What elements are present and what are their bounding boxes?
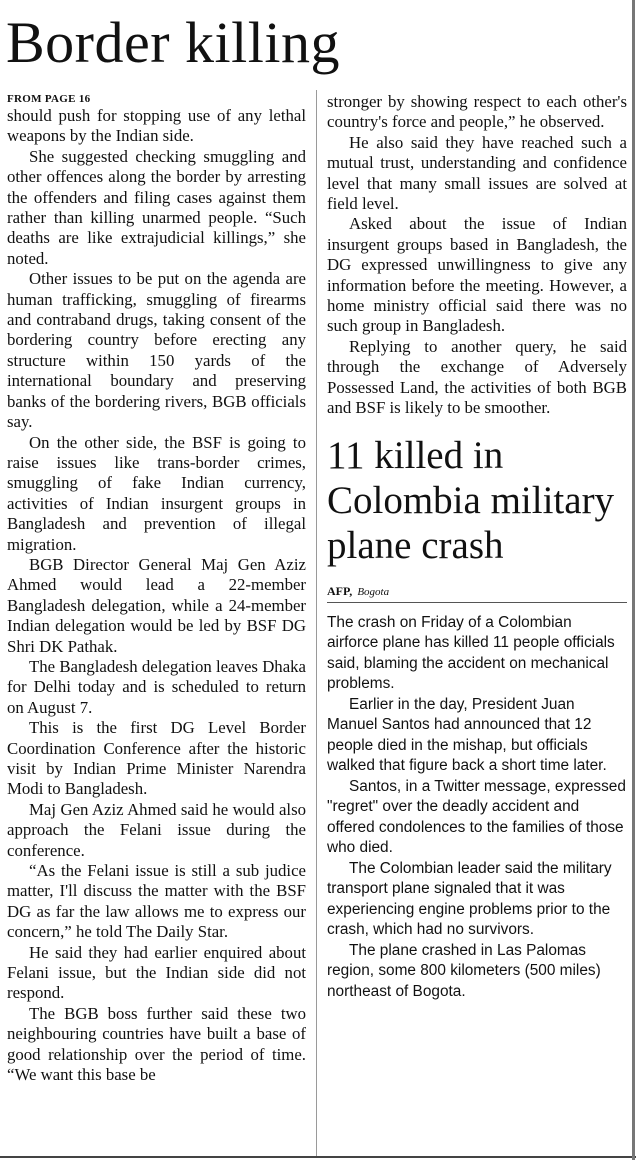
paragraph: This is the first DG Level Border Coordination Conference after the historic visit by Indian Prime Minister Narendra Modi to Bangladesh. bbox=[7, 718, 306, 799]
paragraph: The crash on Friday of a Colombian airforce plane has killed 11 people officials said, blaming the accident on mechanical problems. bbox=[327, 613, 615, 692]
paragraph: “As the Felani issue is still a sub judice matter, I'll discuss the matter with the BSF DG as far the law allows me to express our concern,” he told The Daily Star. bbox=[7, 861, 306, 942]
main-headline: Border killing bbox=[6, 10, 341, 75]
paragraph: Asked about the issue of Indian insurgent groups based in Bangladesh, the DG expressed unwillingness to give any information before the meeting. However, a home ministry official said there was no such group in Bangladesh. bbox=[327, 214, 627, 336]
right-column bbox=[327, 92, 627, 1002]
jump-line: FROM PAGE 16 bbox=[7, 93, 91, 105]
paragraph: Earlier in the day, President Juan Manuel Santos had announced that 12 people died in the mishap, but officials walked that figure back a short time later. bbox=[327, 695, 607, 774]
agency-label: AFP, bbox=[327, 583, 353, 598]
paragraph: He said they had earlier enquired about Felani issue, but the Indian side did not respond. bbox=[7, 942, 306, 1003]
paragraph: Replying to another query, he said through the exchange of Adversely Possessed Land, the activities of both BGB and BSF is likely to be smoother. bbox=[327, 336, 627, 418]
paragraph: stronger by showing respect to each other's country's force and people,” he observed. bbox=[327, 92, 627, 132]
paragraph: BGB Director General Maj Gen Aziz Ahmed would lead a 22-member Bangladesh delegation, while a 24-member Indian delegation would be led by BSF DG Shri DK Pathak. bbox=[7, 554, 306, 656]
paragraph: The Colombian leader said the military transport plane signaled that it was experiencing engine problems prior to the crash, which had no survivors. bbox=[327, 859, 612, 938]
left-column-body bbox=[7, 106, 306, 1086]
paragraph: The plane crashed in Las Palomas region, some 800 kilometers (500 miles) northeast of Bogota. bbox=[327, 941, 601, 1000]
paragraph: The BGB boss further said these two neighbouring countries have built a base of good relationship over the period of time. “We want this base be bbox=[7, 1003, 306, 1085]
paragraph: On the other side, the BSF is going to raise issues like trans-border crimes, smuggling of fake Indian currency, activities of Indian insurgent groups in Bangladesh and prevention of illegal migration. bbox=[7, 432, 306, 554]
page-edge bbox=[632, 0, 635, 1160]
left-column bbox=[7, 92, 306, 1086]
byline bbox=[327, 580, 627, 603]
paragraph: Maj Gen Aziz Ahmed said he would also approach the Felani issue during the conference. bbox=[7, 799, 306, 860]
column-divider bbox=[316, 90, 317, 1156]
paragraph: She suggested checking smuggling and other offences along the border by arresting the offenders and filing cases against them rather than killing unarmed people. “Such deaths are like extrajudicial killings,” she noted. bbox=[7, 146, 306, 268]
paragraph: Other issues to be put on the agenda are human trafficking, smuggling of firearms and contraband drugs, taking consent of the bordering country before erecting any structure within 150 yards of the international boundary and preserving banks of the bordering rivers, BGB officials say. bbox=[7, 269, 306, 432]
paragraph: The Bangladesh delegation leaves Dhaka for Delhi today and is scheduled to return on August 7. bbox=[7, 656, 306, 717]
dateline: Bogota bbox=[357, 585, 390, 598]
paragraph: should push for stopping use of any lethal weapons by the Indian side. bbox=[7, 106, 306, 146]
paragraph: Santos, in a Twitter message, expressed "regret" over the deadly accident and offered condolences to the families of those who died. bbox=[327, 777, 626, 856]
right-column-continuation bbox=[327, 92, 627, 419]
second-story-body bbox=[327, 613, 627, 1003]
second-story-headline: 11 killed in Colombia military plane crash bbox=[327, 433, 615, 567]
paragraph: He also said they have reached such a mutual trust, understanding and confidence level that many small issues are solved at field level. bbox=[327, 132, 627, 214]
bottom-rule bbox=[0, 1156, 636, 1158]
